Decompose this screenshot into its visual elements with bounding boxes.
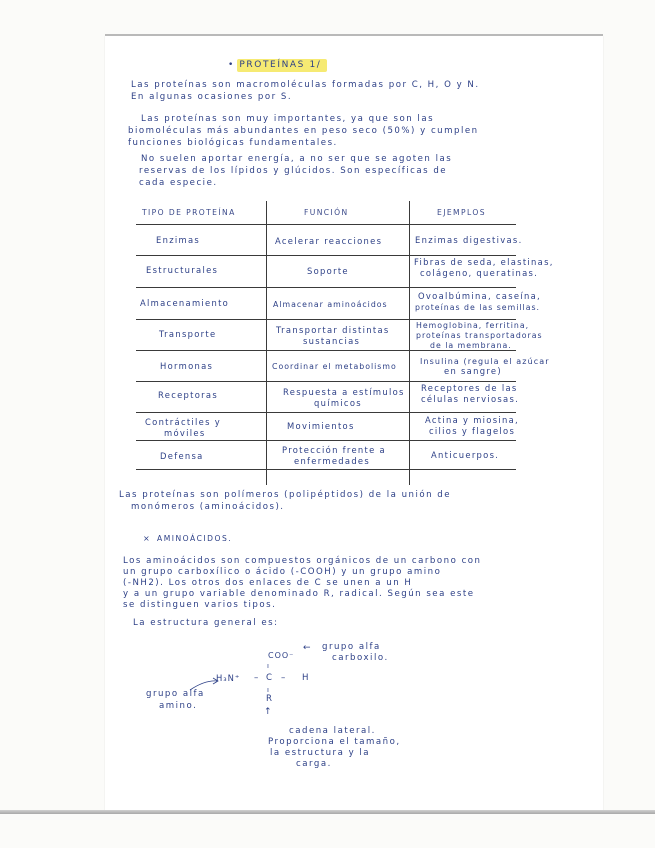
label-chain-line-4: carga. xyxy=(296,759,332,769)
aminoacids-heading: AMINOÁCIDOS. xyxy=(157,534,233,543)
label-carboxyl-line-2: carboxilo. xyxy=(332,653,389,663)
diagram-dash-left: – xyxy=(254,673,260,683)
aminoacids-bullet: × xyxy=(143,534,150,543)
intro-p3-line-3: cada especie. xyxy=(139,178,218,188)
table-row-5-tipo: Hormonas xyxy=(160,361,214,371)
intro-p1-line-1: Las proteínas son macromoléculas formadas por C, H, O y N. xyxy=(131,80,480,90)
table-row-8-tipo: Defensa xyxy=(160,451,204,461)
aminoacids-body-line-5: se distinguen varios tipos. xyxy=(123,600,277,610)
table-row-6-ejemplos-1: Receptores de las xyxy=(421,383,518,393)
title-bullet: • xyxy=(228,60,235,70)
diagram-arrow-up: ↑ xyxy=(264,707,274,717)
intro-p2-line-2: biomoléculas más abundantes en peso seco (50%) y cumplen xyxy=(128,126,479,136)
diagram-radical: R xyxy=(266,694,274,704)
table-row-6-funcion-2: químicos xyxy=(314,398,362,408)
intro-p3-line-1: No suelen aportar energía, a no ser que se agoten las xyxy=(141,154,453,164)
table-row-4-funcion-1: Transportar distintas xyxy=(276,325,390,335)
diagram-carboxylate: COO⁻ xyxy=(268,651,295,660)
table-row-6-tipo: Receptoras xyxy=(158,390,219,400)
table-row-1-funcion: Acelerar reacciones xyxy=(275,236,383,246)
diagram-dash-right: – xyxy=(281,673,287,683)
aminoacids-body-line-3: (-NH2). Los otros dos enlaces de C se unen a un H xyxy=(123,578,413,588)
table-row-2-ejemplos-2: colágeno, queratinas. xyxy=(420,268,539,278)
table-row-7-ejemplos-1: Actina y miosina, xyxy=(425,415,520,425)
label-chain-line-3: la estructura y la xyxy=(270,748,371,758)
table-row-2-funcion: Soporte xyxy=(307,266,349,276)
table-row-4-ejemplos-1: Hemoglobina, ferritina, xyxy=(416,321,530,330)
diagram-amine: H₃N⁺ xyxy=(216,673,241,683)
table-row-3-tipo: Almacenamiento xyxy=(140,298,230,308)
table-row-6-funcion-1: Respuesta a estímulos xyxy=(283,387,405,397)
diagram-hydrogen: H xyxy=(302,673,310,683)
table-row-8-ejemplos: Anticuerpos. xyxy=(431,450,500,460)
table-row-4-ejemplos-2: proteínas transportadoras xyxy=(416,331,543,340)
table-row-7-tipo-2: móviles xyxy=(164,428,206,438)
table-header-ejemplos: EJEMPLOS xyxy=(437,208,486,217)
polymers-line-1: Las proteínas son polímeros (polipéptidos) de la unión de xyxy=(119,490,452,500)
table-row-7-funcion: Movimientos xyxy=(287,421,355,431)
table-row-4-ejemplos-3: de la membrana. xyxy=(430,341,512,350)
table-row-8-funcion-2: enfermedades xyxy=(294,456,371,466)
table-row-3-ejemplos-2: proteínas de las semillas. xyxy=(415,303,541,312)
table-row-7-tipo-1: Contráctiles y xyxy=(145,417,222,427)
table-row-2-tipo: Estructurales xyxy=(146,265,219,275)
table-row-3-funcion: Almacenar aminoácidos xyxy=(273,300,388,309)
intro-p2-line-3: funciones biológicas fundamentales. xyxy=(128,138,338,148)
table-row-3-ejemplos-1: Ovoalbúmina, caseína, xyxy=(418,291,541,301)
table-row-5-funcion: Coordinar el metabolismo xyxy=(272,362,397,371)
label-carboxyl-line-1: grupo alfa xyxy=(322,642,381,652)
label-chain-line-1: cadena lateral. xyxy=(289,726,376,736)
table-row-4-tipo: Transporte xyxy=(159,329,217,339)
diagram-bond-bottom: ı xyxy=(267,686,271,694)
table-header-funcion: FUNCIÓN xyxy=(304,208,349,217)
label-chain-line-2: Proporciona el tamaño, xyxy=(268,737,401,747)
intro-p3-line-2: reservas de los lípidos y glúcidos. Son específicas de xyxy=(139,166,448,176)
diagram-carbon: C xyxy=(266,673,274,683)
aminoacids-body-line-4: y a un grupo variable denominado R, radical. Según sea este xyxy=(123,589,475,599)
structure-intro: La estructura general es: xyxy=(133,618,279,628)
label-amino-line-1: grupo alfa xyxy=(146,689,205,699)
aminoacids-body-line-2: un grupo carboxílico o ácido (-COOH) y un grupo amino xyxy=(123,567,442,577)
table-row-7-ejemplos-2: cilios y flagelos xyxy=(429,426,516,436)
title-text: PROTEÍNAS 1/ xyxy=(239,60,322,70)
table-row-4-funcion-2: sustancias xyxy=(303,336,361,346)
table-row-2-ejemplos-1: Fibras de seda, elastinas, xyxy=(414,257,554,267)
intro-p1-line-2: En algunas ocasiones por S. xyxy=(131,92,293,102)
polymers-line-2: monómeros (aminoácidos). xyxy=(131,502,285,512)
table-row-6-ejemplos-2: células nerviosas. xyxy=(421,394,520,404)
table-row-1-ejemplos: Enzimas digestivas. xyxy=(415,235,523,245)
diagram-bond-top: ı xyxy=(267,662,271,670)
label-amino-line-2: amino. xyxy=(159,701,198,711)
aminoacids-body-line-1: Los aminoácidos son compuestos orgánicos de un carbono con xyxy=(123,556,482,566)
table-row-5-ejemplos-1: Insulina (regula el azúcar xyxy=(420,357,550,366)
table-row-1-tipo: Enzimas xyxy=(156,235,201,245)
table-row-5-ejemplos-2: en sangre) xyxy=(444,366,502,376)
intro-p2-line-1: Las proteínas son muy importantes, ya que son las xyxy=(141,114,435,124)
table-row-8-funcion-1: Protección frente a xyxy=(282,445,386,455)
table-header-tipo: TIPO DE PROTEÍNA xyxy=(142,208,236,217)
diagram-arrow-left: ← xyxy=(303,643,313,653)
